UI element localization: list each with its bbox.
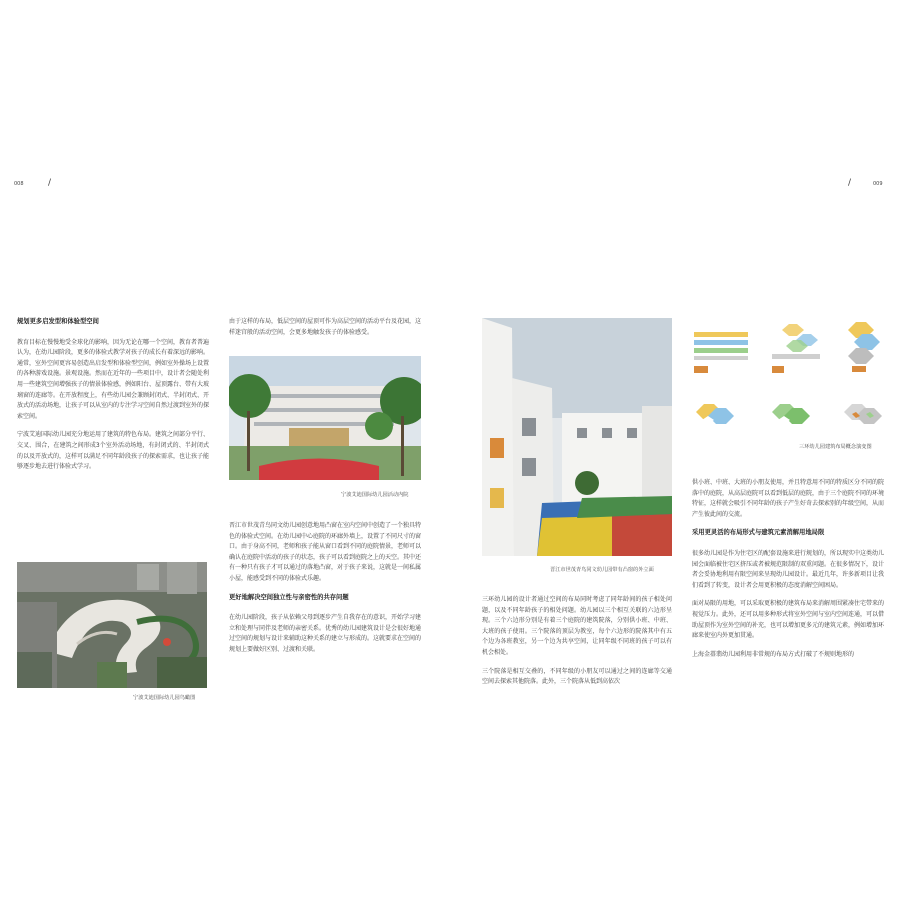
facade-photo	[482, 318, 672, 556]
paragraph: 教育目标在慢慢地受全球化的影响，因为无论在哪一个空间，教育者普遍认为，在幼儿园阶段，更多的体验式教学对孩子的成长有着深远的影响。通常，室外空间更容易创造出启发型和体验型空间，例如室外操场上设置的各种游戏设施。景观设施。然而在近年的一些项目中，设计者会随处利用一些建筑空间增强孩子的情景体验感，例如阳台、屋顶露台、带有大玻璃窗的连廊等。在开放程度上，有些幼儿园会兼顾封闭式、半封闭式、开放式的活动场地，让孩子可以从室内的专注学习空间自然过渡到室外的探索空间。	[17, 338, 210, 420]
left-column-1	[17, 317, 209, 481]
courtyard-caption: 宁波艾迪国际幼儿园活动内院	[341, 492, 409, 498]
paragraph: 很多幼儿园是作为住宅区的配套设施来进行规划的，所以现实中这类幼儿园会面临被住宅区挤压或者被规范限制的双重问题。在很多情况下，设计者会妥协地利用有限空间来呈现幼儿园设计。最近几年，许多新项目让我们看到了转变，设计者会用更积极的态度消解空间困局。	[692, 549, 885, 589]
page-slash-right: /	[848, 178, 852, 188]
paragraph: 由于这样的布局，低层空间的屋顶可作为高层空间的活动平台及花园，这样迷宫般的活动空间，会更多地触发孩子的体验感受。	[229, 318, 422, 336]
paragraph: 上海金薹翡幼儿园利用非常规的布局方式打破了不规则地形的	[692, 650, 855, 658]
aerial-caption: 宁波艾迪国际幼儿园鸟瞰图	[133, 695, 196, 701]
courtyard-photo	[229, 356, 421, 480]
diagram-caption: 三环幼儿园建筑布局概念演变图	[799, 444, 872, 450]
paragraph: 在幼儿园阶段，孩子从依赖父母到逐步产生自我存在的意识，开始学习建立和处理与同伴及老师的亲密关系。优秀的幼儿园建筑设计是会很好地通过空间的规划与设计来辅助这种关系的建立与形成的。这就要求在空间的规划上要做好区别、过渡和关联。	[229, 614, 422, 653]
section-heading: 更好地解决空间独立性与亲密性的共存问题	[229, 593, 349, 601]
paragraph: 供小班、中班、大班的小朋友使用，并且特意用不同的特质区分不同的院落中的庭院，从高层庭院可以看到低层的庭院，由于三个庭院不同的环境特征，这样就会吸引不同年龄的孩子产生好奇去探索别的年级空间，从而产生彼此间的交流。	[692, 479, 885, 518]
section-heading: 规划更多启发型和体验型空间	[17, 318, 99, 325]
aerial-photo	[17, 562, 207, 688]
left-column-2-top	[229, 317, 421, 346]
right-page-number: 009	[873, 181, 883, 187]
left-page-number: 008	[14, 181, 24, 187]
facade-caption: 晋江市世茂青鸟同文幼儿园带有凸窗的外立面	[550, 567, 654, 573]
paragraph: 面对局限的用地，可以采取更积极的建筑布局来消解周围紧凑住宅带来的视觉压力。此外，还可以用多种形式将室外空间与室内空间连通，可以借助屋顶作为室外空间的补充，也可以增加更多元的建筑元素，例如增加环廊来使室内外更加贯通。	[692, 600, 885, 640]
right-column-2-text	[692, 478, 884, 668]
paragraph: 三环幼儿园的设计者通过空间的布局同时考虑了同年龄间的孩子相处问题，以及不同年龄孩子的相处问题。幼儿园以三个相互关联的六边形呈现。三个六边形分别是有着三个庭院的建筑院落，分别供小班、中班、大班的孩子使用。三个院落的顶层为教室，每个六边形的院落其中有五个边为各班教室，另一个边为共享空间，让同年级不同班的孩子可以有机会相处。	[482, 596, 672, 656]
right-column-1-text	[482, 595, 672, 696]
page-slash-left: /	[48, 178, 52, 188]
layout-concept-diagram	[692, 318, 884, 442]
paragraph: 晋江市世茂青鸟同文幼儿园创意地用凸窗在室内空间中创造了一个独具特色的体验式空间。在幼儿园中心庭院的环廊外墙上，设置了不同尺寸的窗口。由于身高不同，老师和孩子能从窗口看到不同的庭院情景，老师可以确认在庭院中活动的孩子的状态，孩子可以看到庭院之上的天空。其中还有一种只有孩子才可以通过的落地凸窗，对于孩子来说，这就是一间私属小屋，能感受到不同的体验式乐趣。	[229, 522, 422, 582]
paragraph: 宁波艾迪国际幼儿园充分地运用了建筑的特色布局。建筑之间部分平行、交叉、围合，在建筑之间形成3个室外活动场地，有封闭式的、半封闭式的以及开放式的，这样可以满足不同年龄段孩子的探索需求，也让孩子能够逐步地去进行体验式学习。	[17, 431, 210, 471]
section-heading: 采用更灵活的布局形式与建筑元素消解用地局限	[692, 529, 825, 537]
paragraph: 三个院落是相互交叠的，不同年级的小朋友可以通过之间的连廊等交通空间去探索其他院落。此外，三个院落从低到高依次	[482, 667, 672, 686]
left-column-2-bottom	[229, 521, 421, 664]
